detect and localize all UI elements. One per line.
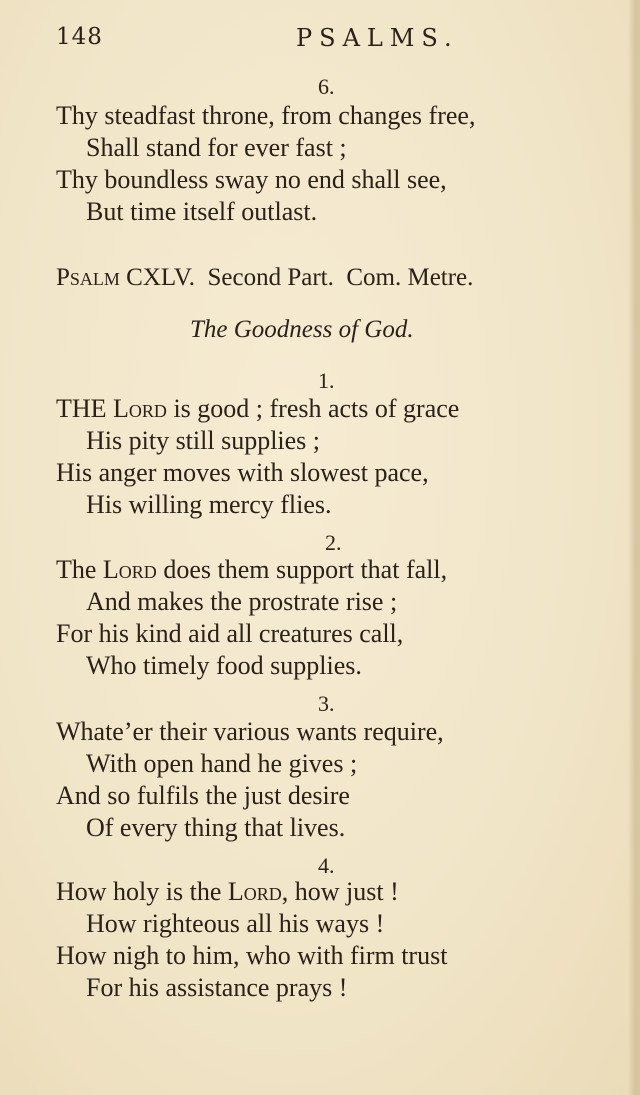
verse-line: Whate’er their various wants require, [56,717,444,746]
verse-line: His pity still supplies ; [86,426,321,455]
verse-line: How holy is the Lord, how just ! [56,877,399,906]
stanza-number: 6. [318,74,335,99]
verse-line: Of every thing that lives. [86,813,346,842]
verse-line: For his assistance prays ! [86,973,348,1002]
verse-line: THE Lord is good ; fresh acts of grace [56,394,460,423]
verse-line: But time itself outlast. [86,197,318,226]
verse-line: Thy steadfast throne, from changes free, [56,101,476,130]
page-edge [628,0,640,1095]
lord-word: Lord [227,877,282,906]
psalm-heading [56,264,473,292]
page-number: 148 [56,24,103,50]
psalm-part: Second Part. [207,264,334,291]
verse-line: His willing mercy flies. [86,490,332,519]
lord-word: Lord [113,394,167,423]
stanza-number: 4. [318,853,335,878]
verse-line: Shall stand for ever fast ; [86,133,347,162]
verse-line: Thy boundless sway no end shall see, [56,165,447,194]
verse-line: And so fulfils the just desire [56,781,350,810]
lord-word: Lord [102,555,157,584]
verse-line: For his kind aid all creatures call, [56,619,404,648]
verse-line: His anger moves with slowest pace, [56,458,429,487]
stanza-number: 3. [318,691,335,716]
verse-line: With open hand he gives ; [86,749,358,778]
psalm-number: CXLV. [126,264,195,291]
psalm-label: Psalm [56,264,120,291]
running-title: PSALMS. [296,24,459,52]
verse-line: The Lord does them support that fall, [56,555,448,584]
psalm-metre: Com. Metre. [346,264,474,291]
stanza-number: 2. [325,530,342,555]
stanza-number: 1. [318,368,335,393]
verse-line: Who timely food supplies. [86,651,362,680]
verse-line: How nigh to him, who with firm trust [56,941,448,970]
page-header [56,24,606,58]
verse-line: How righteous all his ways ! [86,909,385,938]
psalm-subtitle: The Goodness of God. [190,316,414,343]
verse-line: And makes the prostrate rise ; [86,587,398,616]
